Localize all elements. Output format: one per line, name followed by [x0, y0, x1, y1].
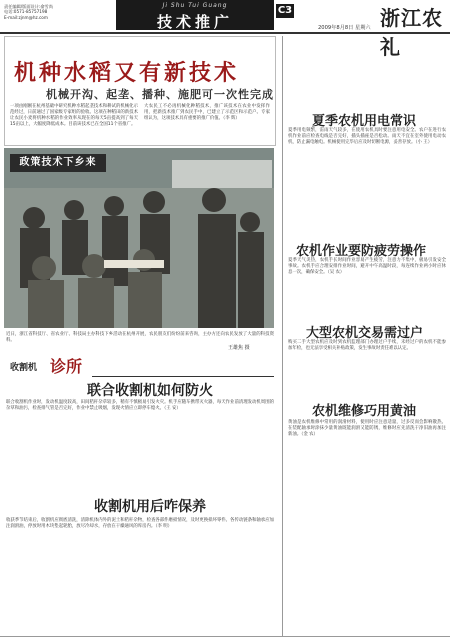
photo-label: 政策技术下乡来 — [19, 157, 97, 168]
clinic-rule — [92, 376, 274, 377]
photo-illustration — [4, 148, 274, 328]
item3-title: 大型农机交易需过户 — [306, 326, 424, 341]
issue-date: 2009年8月8日 星期六 — [318, 25, 371, 31]
banner-subtitle: Ji Shu Tui Guang — [162, 2, 228, 9]
article1-title: 联合收割机如何防火 — [87, 383, 213, 399]
editor-line: 责任编辑/版面设计:俞雪尚 — [4, 4, 53, 9]
item3-body: 购买二手大型农机应及时到农机监理部门办理过户手续，未经过户的农机不能参加年检，也无法享受相关补贴政策，发生事故时责任难以认定。 — [288, 340, 446, 351]
feature-intro-right: 大农民工不必再机械化种稻技术，推广该技术在农业中发挥作用，把新技术推广到农民手中，已建立了示范区和示范户。专家组认为，这项技术具有重要的推广价值。（李 辉） — [144, 104, 270, 121]
clinic-banner — [6, 352, 88, 376]
clinic-label-big: 诊所 — [50, 357, 83, 376]
item4-title: 农机维修巧用黄油 — [312, 404, 417, 419]
article1-body: 联合收割机作业时，发动机温度较高，田间秸秆杂草较多，稍有不慎极易引发火灾。机手应随车携带灭火器，每天作业前清理发动机周围的杂草和油污，检查排气管是否完好，作业中禁止吸烟，发现火情应立即停车熄火。（王 安） — [6, 400, 274, 411]
feature-intro-left: 一项由刚刚在杭州基础中研究机种水稻起垄技术和耕试的机械化示范经过，日前通过了国家级专家组的验收。这项在种稻田的新技术让农民小麦将机种水稻的作业效率从现在的每天5亩提高到了每天15亩以上，大幅度降低成本。目前该技术已在全国11个省推广。 — [10, 104, 138, 127]
phone-line: 电话:0571-85757198 — [4, 9, 48, 15]
masthead-info — [4, 4, 114, 20]
article2-title: 收割机用后咋保养 — [94, 499, 206, 515]
newspaper-logo: 浙江农礼 — [380, 6, 443, 59]
item2-title: 农机作业要防疲劳操作 — [296, 244, 427, 259]
item1-title: 夏季农机用电常识 — [312, 114, 417, 129]
photo-label-box — [10, 154, 106, 172]
article2-body: 收获季节结束后，收割机应彻底清洗，清除机体内外的泥土和秸秆杂物，检查各部件磨损情况，及时更换损坏零件。各传动链条和轴承应加注润滑油，停放时用木块垫起轮胎，放尽冷却水，存放在干燥通风的库房内。（李 明） — [6, 518, 274, 529]
photo-caption: 近日，浙江省科技厅、省农业厅、科技局主办科技下乡活动在杭州开展，农民朋友们纷纷前来咨询，主办方还向农民发放了大量的科技资料。 — [6, 332, 274, 343]
feature-headline: 机种水稻又有新技术 — [14, 60, 240, 86]
item2-body: 夏季天气炎热，农机手长时间作业容易产生疲劳，注意力不集中，极易引发安全事故。农机手应合理安排作业时间，避开中午高温时段，每连续作业两小时应休息一次，确保安全。（吴 农） — [288, 258, 446, 275]
feature-subhead: 机械开沟、起垄、播种、施肥可一次性完成 — [46, 88, 274, 101]
email-line: E-mail:zjnm@hz.com — [4, 14, 48, 20]
masthead-rule — [0, 32, 450, 34]
section-code: C3 — [277, 5, 293, 16]
footer-rule — [0, 636, 450, 637]
section-banner — [116, 0, 274, 30]
column-divider — [282, 36, 283, 636]
item1-body: 夏季用电频繁，雷雨天气较多，在使用农机具时要注意用电安全。农户在进行农机作业前应检查电线是否完好，插头插座是否松动。雨天不宜在室外使用电动农机，防止漏电触电。机械使用完毕后应及时切断电源，妥善存放。（小 王） — [288, 128, 446, 145]
item4-body: 黄油是农机维修中常用的润滑材料，使用时应注意适量，过多反而会影响散热。在装配轴承时涂抹少量黄油既能润滑又能防锈，维修时应先清洗干净旧油再加注新油。（金 农） — [288, 420, 446, 437]
banner-title: 技术推广 — [156, 13, 233, 31]
clinic-label-small: 收割机 — [10, 363, 38, 373]
photo-author: 王雄焦 摄 — [228, 345, 250, 351]
feature-photo — [4, 148, 274, 328]
